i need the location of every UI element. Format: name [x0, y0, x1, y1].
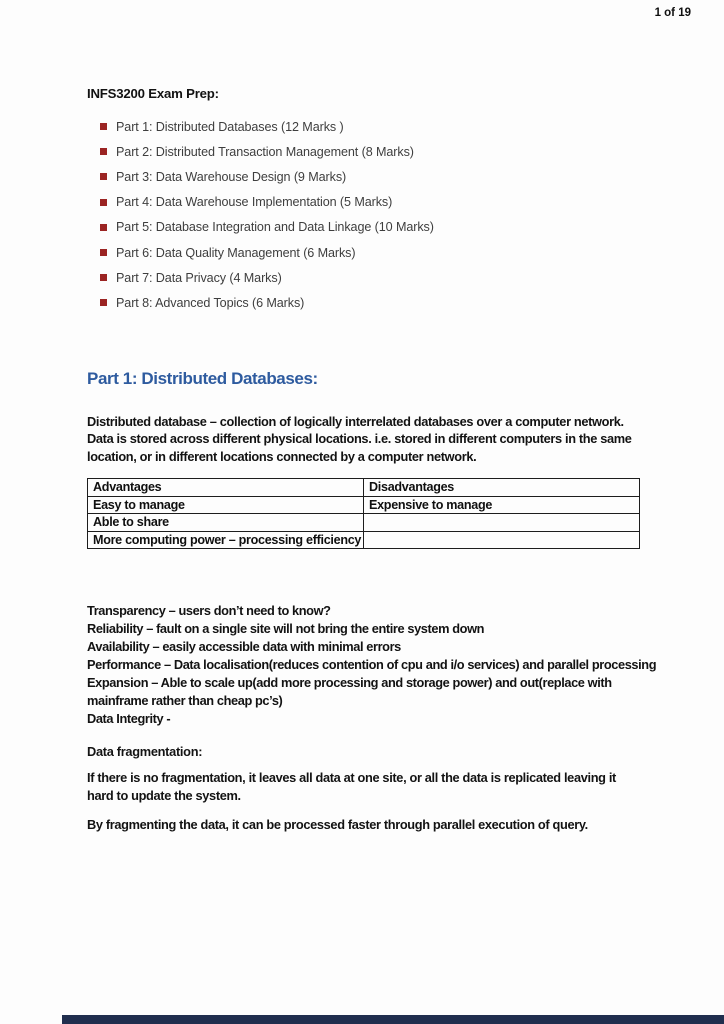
table-row — [88, 531, 640, 549]
table-header-row — [88, 479, 640, 497]
table-cell: Able to share — [88, 514, 364, 532]
table-row — [88, 514, 640, 532]
toc-item-label: Part 6: Data Quality Management (6 Marks) — [116, 245, 356, 260]
bullet-square-icon — [100, 224, 107, 231]
features-block — [87, 602, 657, 728]
toc-item-label: Part 2: Distributed Transaction Management (8 Marks) — [116, 144, 414, 159]
toc-item-label: Part 3: Data Warehouse Design (9 Marks) — [116, 169, 347, 184]
feature-line: Data Integrity - — [87, 711, 171, 726]
fragmentation-heading: Data fragmentation: — [87, 744, 203, 759]
feature-line: mainframe rather than cheap pc’s) — [87, 693, 283, 708]
doc-title: INFS3200 Exam Prep: — [87, 86, 219, 101]
bullet-square-icon — [100, 199, 107, 206]
feature-line: Availability – easily accessible data with minimal errors — [87, 639, 401, 654]
table-header-cell: Disadvantages — [364, 479, 640, 497]
toc-item-label: Part 4: Data Warehouse Implementation (5 Marks) — [116, 195, 393, 210]
section-heading: Part 1: Distributed Databases: — [87, 368, 318, 388]
toc-item — [87, 265, 643, 290]
toc-item-label: Part 1: Distributed Databases (12 Marks ) — [116, 119, 344, 134]
table-cell: Expensive to manage — [364, 496, 640, 514]
bullet-square-icon — [100, 173, 107, 180]
fragmentation-paragraph-2: By fragmenting the data, it can be processed faster through parallel execution of query. — [87, 817, 588, 832]
table-row — [88, 496, 640, 514]
table-cell: More computing power – processing efficiency — [88, 531, 364, 549]
toc-item — [87, 215, 643, 240]
page-number: 1 of 19 — [654, 7, 691, 19]
toc-item-label: Part 7: Data Privacy (4 Marks) — [116, 270, 282, 285]
table-cell: Easy to manage — [88, 496, 364, 514]
bullet-square-icon — [100, 249, 107, 256]
advantages-disadvantages-table — [87, 478, 640, 549]
toc-item — [87, 114, 643, 139]
feature-line: Reliability – fault on a single site will not bring the entire system down — [87, 621, 485, 636]
toc-item — [87, 139, 643, 164]
table-cell — [364, 531, 640, 549]
toc-item — [87, 290, 643, 315]
next-page-edge-bar — [62, 1015, 724, 1024]
feature-line: Transparency – users don’t need to know? — [87, 603, 331, 618]
fragmentation-paragraph-1: If there is no fragmentation, it leaves all data at one site, or all the data is replicated leaving it hard to update the system. — [87, 770, 616, 803]
intro-paragraph: Distributed database – collection of logically interrelated databases over a computer network. Data is stored across different physical locations. i.e. stored in different computers in the same location, or in different locations connected by a computer network. — [87, 413, 632, 464]
toc-item — [87, 240, 643, 265]
bullet-square-icon — [100, 148, 107, 155]
page-content — [87, 0, 657, 834]
toc-item-label: Part 8: Advanced Topics (6 Marks) — [116, 295, 305, 310]
table-cell — [364, 514, 640, 532]
feature-line: Expansion – Able to scale up(add more processing and storage power) and out(replace with — [87, 675, 612, 690]
bullet-square-icon — [100, 299, 107, 306]
toc-item — [87, 190, 643, 215]
toc-item-label: Part 5: Database Integration and Data Linkage (10 Marks) — [116, 220, 434, 235]
table-header-cell: Advantages — [88, 479, 364, 497]
feature-line: Performance – Data localisation(reduces contention of cpu and i/o services) and parallel processing — [87, 657, 657, 672]
toc-item — [87, 164, 643, 189]
bullet-square-icon — [100, 123, 107, 130]
bullet-square-icon — [100, 274, 107, 281]
toc-list — [87, 114, 643, 316]
